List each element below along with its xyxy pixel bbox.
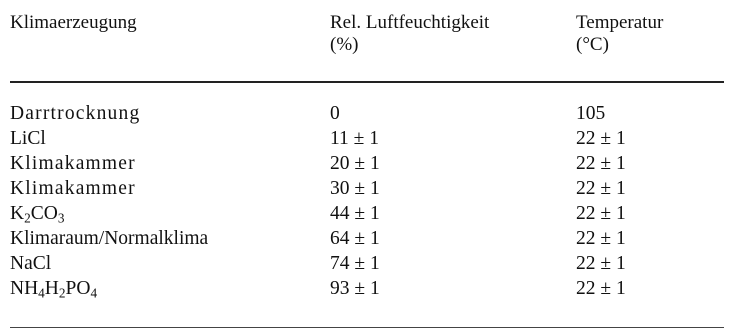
- humidity-cell: 11 ± 1: [330, 128, 379, 149]
- formula-subscript: 2: [24, 210, 31, 226]
- table-row: [10, 127, 724, 152]
- header-temperature-unit: (°C): [576, 34, 609, 55]
- method-cell: Klimakammer: [10, 178, 136, 199]
- header-humidity-label: Rel. Luftfeuchtigkeit: [330, 12, 490, 33]
- table-row: [10, 227, 724, 252]
- table-row: [10, 202, 724, 227]
- method-cell: Klimakammer: [10, 153, 136, 174]
- table-header-row: [10, 10, 726, 70]
- formula-subscript: 4: [90, 285, 98, 301]
- humidity-cell: 93 ± 1: [330, 278, 380, 299]
- header-rule: [10, 81, 724, 83]
- method-cell: Klimaraum/Normalklima: [10, 228, 209, 249]
- header-method-label: Klimaerzeugung: [10, 12, 137, 33]
- humidity-cell: 74 ± 1: [330, 253, 380, 274]
- humidity-cell: 30 ± 1: [330, 178, 380, 199]
- table-row: [10, 102, 724, 127]
- table-row: [10, 152, 724, 177]
- table-body: [10, 102, 724, 302]
- temperature-cell: 22 ± 1: [576, 278, 626, 299]
- header-temperature: [576, 12, 663, 56]
- formula-subscript: 2: [58, 285, 66, 301]
- method-cell: Darrtrocknung: [10, 103, 141, 124]
- humidity-cell: 64 ± 1: [330, 228, 380, 249]
- header-humidity: [330, 12, 489, 56]
- temperature-cell: 22 ± 1: [576, 203, 626, 224]
- temperature-cell: 105: [576, 103, 606, 124]
- humidity-cell: 44 ± 1: [330, 203, 380, 224]
- humidity-cell: 20 ± 1: [330, 153, 380, 174]
- humidity-cell: 0: [330, 103, 340, 124]
- formula-part: PO: [65, 278, 91, 299]
- header-humidity-unit: (%): [330, 34, 359, 55]
- formula-part: NH: [10, 278, 39, 299]
- formula-part: H: [44, 278, 59, 299]
- formula-subscript: 4: [38, 285, 45, 301]
- footer-rule: [10, 327, 724, 328]
- formula-part: K: [10, 203, 25, 224]
- table-row: [10, 277, 724, 302]
- header-method: [10, 12, 137, 34]
- formula-part: CO: [30, 203, 58, 224]
- table-row: [10, 252, 724, 277]
- temperature-cell: 22 ± 1: [576, 178, 626, 199]
- method-cell: NaCl: [10, 253, 52, 274]
- temperature-cell: 22 ± 1: [576, 228, 626, 249]
- header-temperature-label: Temperatur: [576, 12, 664, 33]
- temperature-cell: 22 ± 1: [576, 253, 626, 274]
- method-cell: [10, 202, 64, 226]
- method-cell: LiCl: [10, 128, 46, 149]
- temperature-cell: 22 ± 1: [576, 128, 626, 149]
- formula-subscript: 3: [57, 210, 65, 226]
- method-cell: [10, 277, 97, 301]
- climate-table: [10, 10, 726, 301]
- temperature-cell: 22 ± 1: [576, 153, 626, 174]
- table-row: [10, 177, 724, 202]
